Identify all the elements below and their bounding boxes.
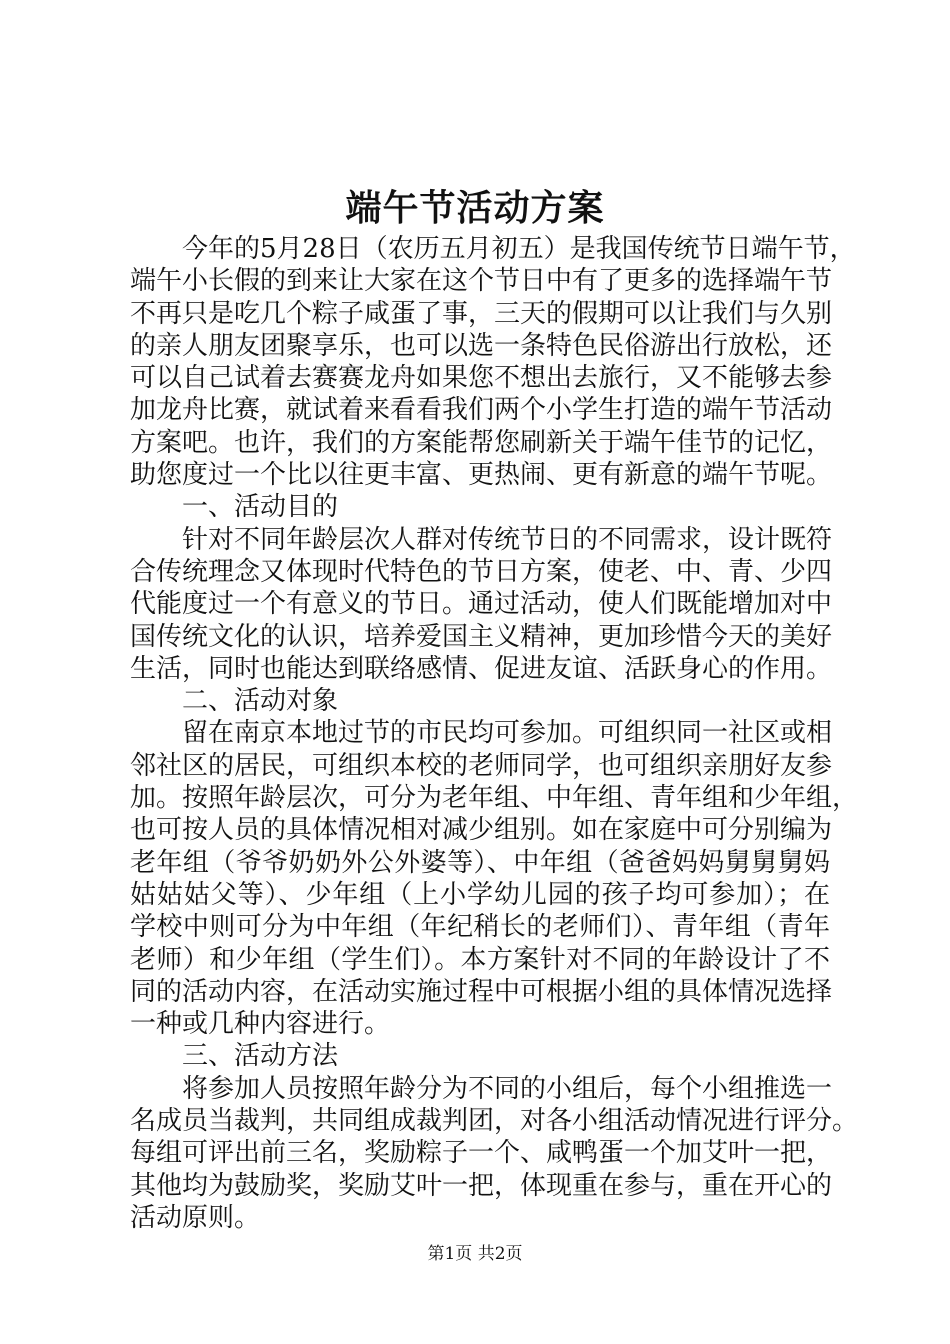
- text-line: 老年组（爷爷奶奶外公外婆等）、中年组（爸爸妈妈舅舅舅妈: [130, 847, 830, 878]
- text-line: 方案吧。也许，我们的方案能帮您刷新关于端午佳节的记忆，: [130, 427, 833, 458]
- text-line: 加龙舟比赛，就试着来看看我们两个小学生打造的端午节活动: [130, 395, 833, 426]
- text-line: 不再只是吃几个粽子咸蛋了事，三天的假期可以让我们与久别: [130, 298, 833, 329]
- text-line: 一种或几种内容进行。: [130, 1009, 391, 1040]
- text-line: 活动原则。: [130, 1202, 261, 1233]
- text-line: 可以自己试着去赛赛龙舟如果您不想出去旅行，又不能够去参: [130, 363, 833, 394]
- text-line: 的亲人朋友团聚享乐，也可以选一条特色民俗游出行放松，还: [130, 330, 833, 361]
- document-title: 端午节活动方案: [345, 187, 605, 229]
- text-line: 加。按照年龄层次，可分为老年组、中年组、青年组和少年组，: [130, 783, 859, 814]
- text-line: 一、活动目的: [182, 492, 339, 523]
- text-line: 三、活动方法: [182, 1041, 339, 1072]
- text-line: 姑姑姑父等）、少年组（上小学幼儿园的孩子均可参加）；在: [130, 879, 830, 910]
- text-line: 同的活动内容，在活动实施过程中可根据小组的具体情况选择: [130, 976, 833, 1007]
- text-line: 生活，同时也能达到联络感情、促进友谊、活跃身心的作用。: [130, 653, 833, 684]
- page-footer: 第1页 共2页: [427, 1244, 523, 1264]
- text-line: 针对不同年龄层次人群对传统节日的不同需求，设计既符: [182, 524, 833, 555]
- text-line: 代能度过一个有意义的节日。通过活动，使人们既能增加对中: [130, 589, 833, 620]
- text-line: 今年的5月28日（农历五月初五）是我国传统节日端午节，: [182, 234, 856, 264]
- text-line: 端午小长假的到来让大家在这个节日中有了更多的选择端午节: [130, 266, 833, 297]
- text-line: 名成员当裁判，共同组成裁判团，对各小组活动情况进行评分。: [130, 1106, 859, 1137]
- text-line: 老师）和少年组（学生们）。本方案针对不同的年龄设计了不: [130, 944, 830, 975]
- text-line: 二、活动对象: [182, 686, 339, 717]
- text-line: 学校中则可分为中年组（年纪稍长的老师们）、青年组（青年: [130, 912, 830, 943]
- text-line: 合传统理念又体现时代特色的节日方案，使老、中、青、少四: [130, 556, 833, 587]
- text-line: 将参加人员按照年龄分为不同的小组后，每个小组推选一: [182, 1073, 833, 1104]
- text-line: 也可按人员的具体情况相对减少组别。如在家庭中可分别编为: [130, 815, 833, 846]
- text-line: 其他均为鼓励奖，奖励艾叶一把，体现重在参与，重在开心的: [130, 1170, 833, 1201]
- text-line: 每组可评出前三名，奖励粽子一个、咸鸭蛋一个加艾叶一把，: [130, 1138, 833, 1169]
- text-line: 邻社区的居民，可组织本校的老师同学，也可组织亲朋好友参: [130, 750, 833, 781]
- document-body: [130, 233, 859, 1234]
- text-line: 留在南京本地过节的市民均可参加。可组织同一社区或相: [182, 718, 833, 749]
- text-line: 助您度过一个比以往更丰富、更热闹、更有新意的端午节呢。: [130, 460, 833, 491]
- text-line: 国传统文化的认识，培养爱国主义精神，更加珍惜今天的美好: [130, 621, 833, 652]
